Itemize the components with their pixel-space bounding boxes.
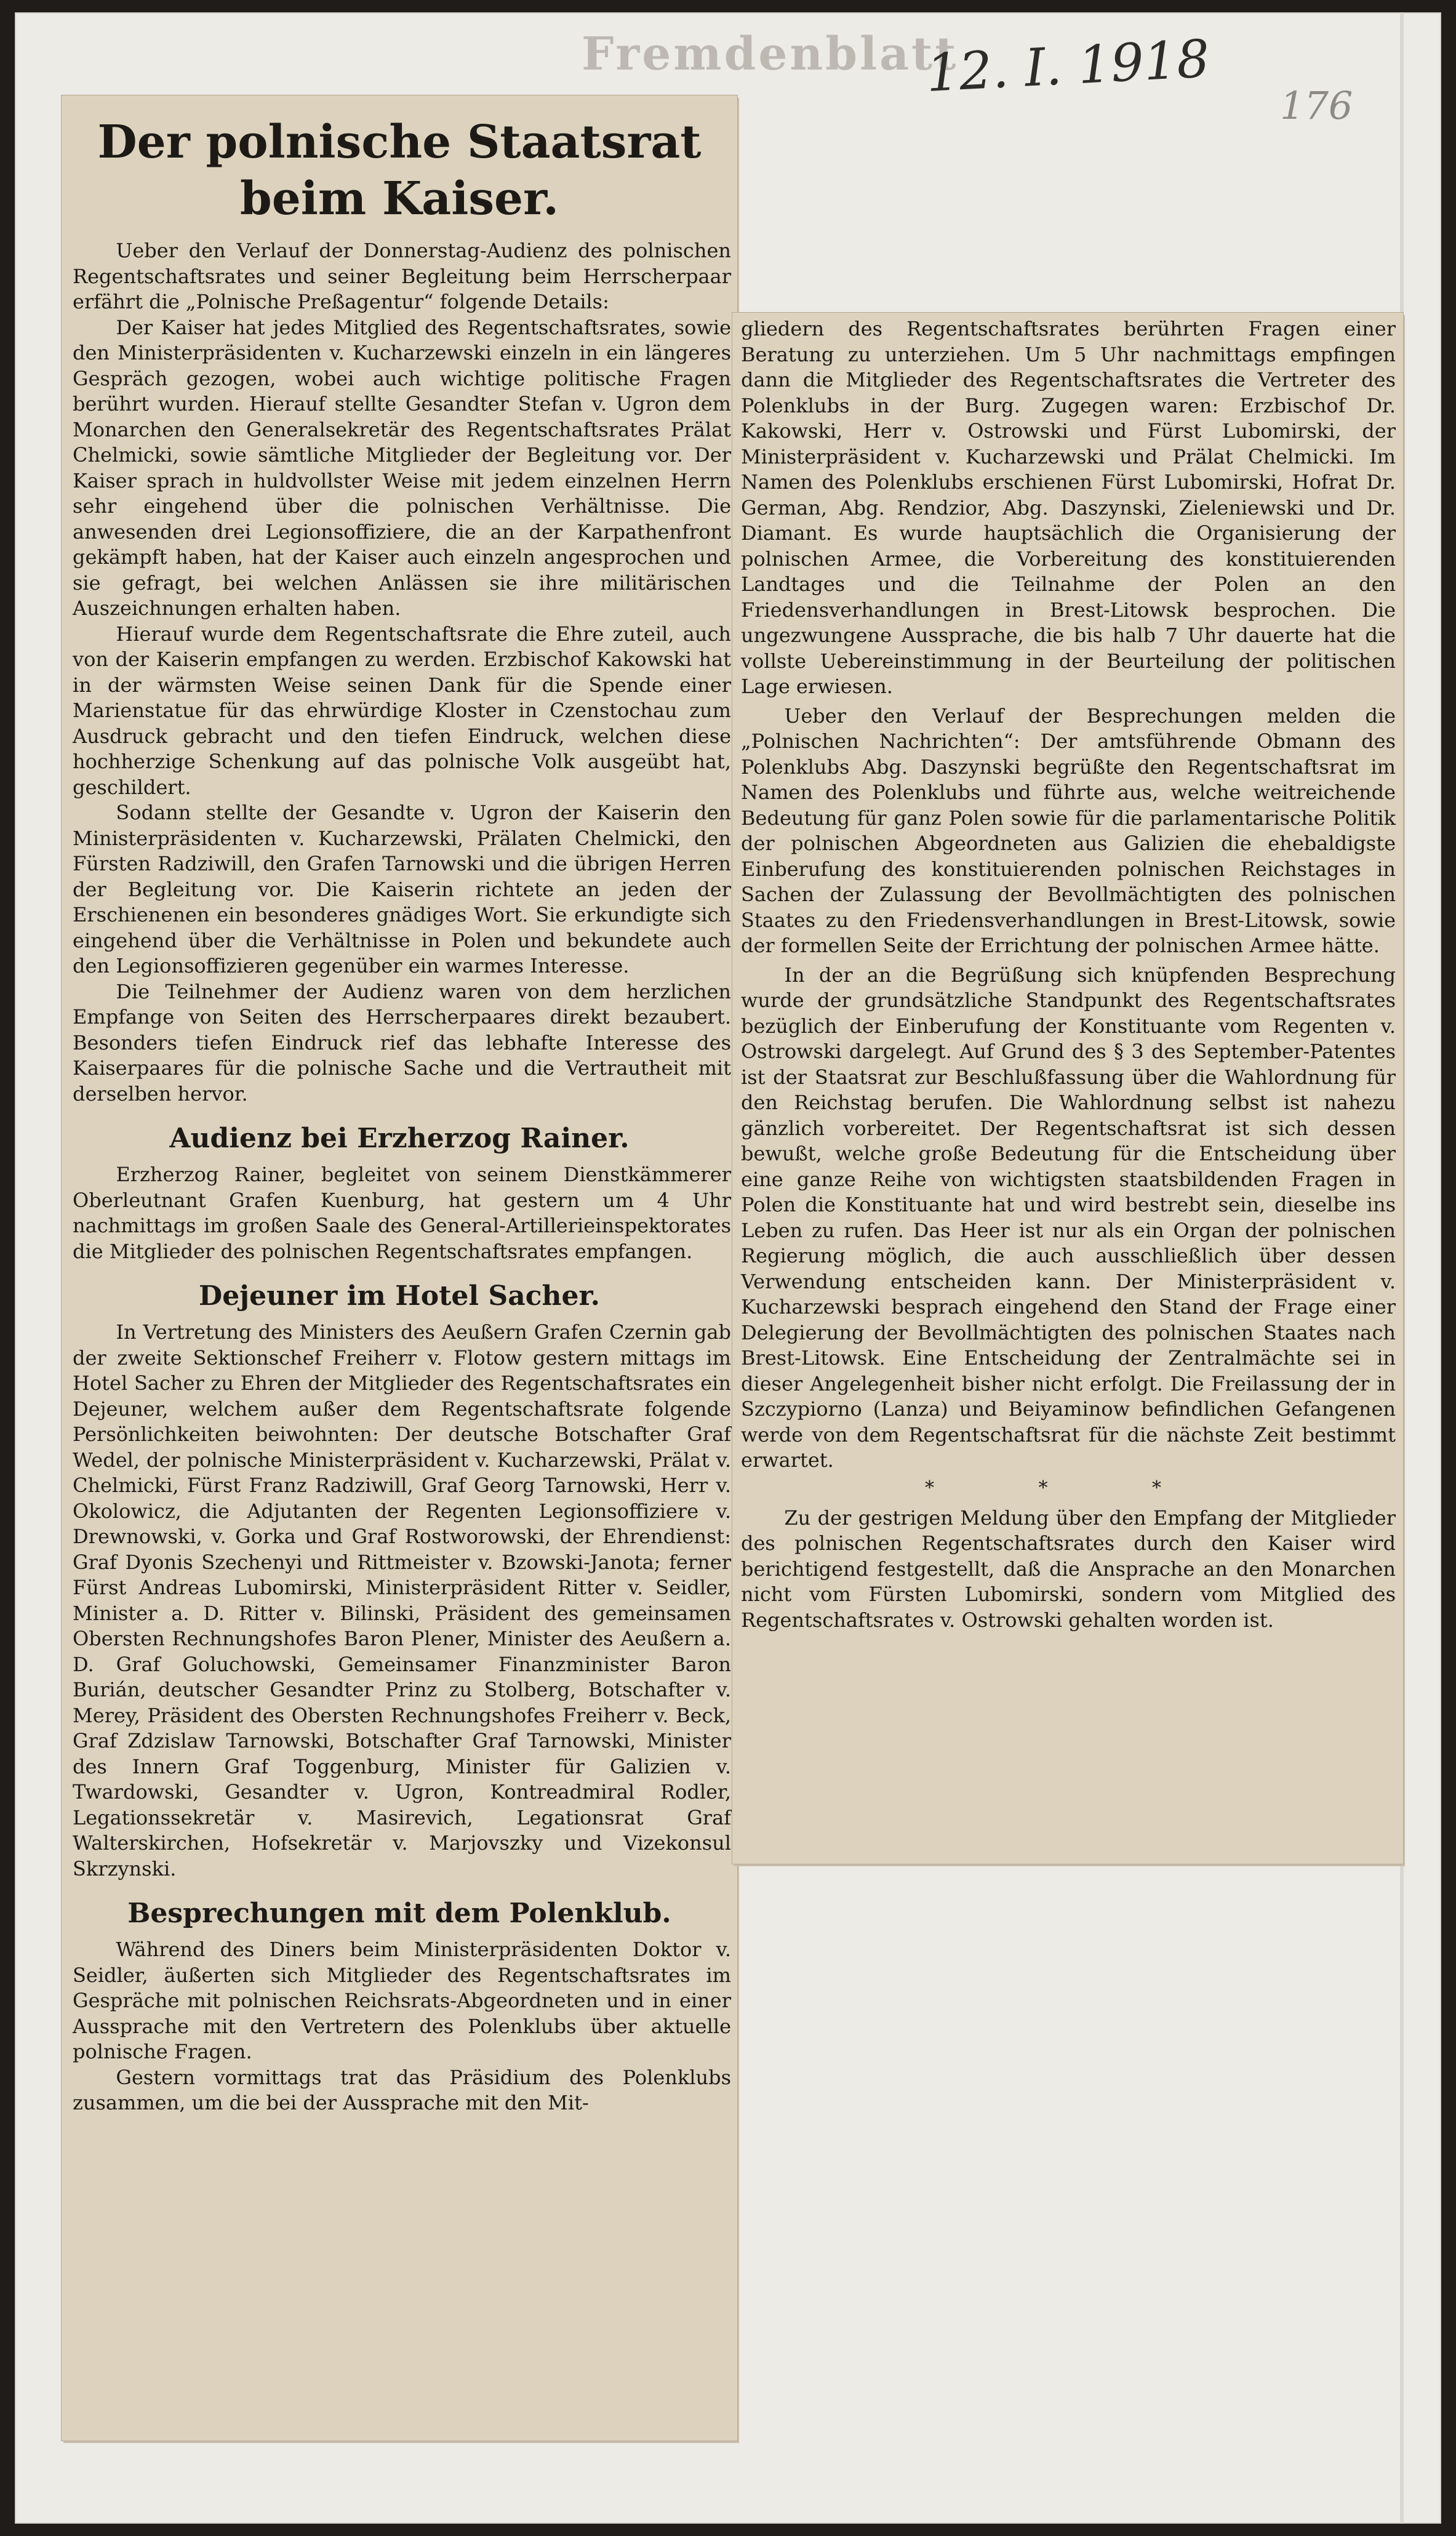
article-paragraph: In Vertretung des Ministers des Aeußern Grafen Czernin gab der zweite Sektionschef Freiherr v. Flotow gestern mittags im Hotel Sacher zu Ehren der Mitglieder des Regentschaftsrates ein Dejeuner, welchem außer dem Regentschaftsrate folgende Persönlichkeiten beiwohnten: Der deutsche Botschafter Graf Wedel, der polnische Ministerpräsident v. Kucharzewski, Prälat v. Chelmicki, Fürst Franz Radziwill, Graf Georg Tarnowski, Herr v. Okolowicz, die Adjutanten der Regenten Legionsoffiziere v. Drewnowski, v. Gorka und Graf Rostworowski, der Ehrendienst: Graf Dyonis Szechenyi und Rittmeister v. Bzowski-Janota; ferner Fürst Andreas Lubomirski, Ministerpräsident Ritter v. Seidler, Minister a. D. Ritter v. Bilinski, Präsident des gemeinsamen Obersten Rechnungshofes Baron Plener, Minister des Aeußern a. D. Graf Goluchowski, Gemeinsamer Finanzminister Baron Burián, deutscher Gesandter Prinz zu Stolberg, Botschafter v. Merey, Präsident des Obersten Rechnungshofes Freiherr v. Beck, Graf Zdzislaw Tarnowski, Botschafter Graf Tarnowski, Minister des Innern Graf Toggenburg, Minister für Galizien v. Twardowski, Gesandter v. Ugron, Kontreadmiral Rodler, Legationssekretär v. Masirevich, Legationsrat Graf Walterskirchen, Hofsekretär v. Marjovszky und Vizekonsul Skrzynski.	[73, 1320, 731, 1880]
clipping-right-column	[732, 313, 1403, 1864]
handwritten-date: 12. I. 1918	[924, 28, 1211, 103]
article-paragraph: Während des Diners beim Ministerpräsidenten Doktor v. Seidler, äußerten sich Mitglieder des Regentschaftsrates im Gespräche mit polnischen Reichsrats-Abgeordneten und in einer Aussprache mit den Vertretern des Polenklubs über aktuelle polnische Fragen.	[73, 1938, 731, 2063]
article-paragraph: Die Teilnehmer der Audienz waren von dem herzlichen Empfange von Seiten des Herrscherpaares direkt bezaubert. Besonders tiefen Eindruck rief das lebhafte Interesse des Kaiserpaares für die polnische Sache und die Vertrautheit mit derselben hervor.	[73, 979, 731, 1105]
clipping-left-column	[62, 95, 737, 2441]
section-separator-asterisks: * * *	[924, 1477, 1211, 1499]
correction-note: Zu der gestrigen Meldung über den Empfang der Mitglieder des polnischen Regentschaftsrates durch den Kaiser wird berichtigend festgestellt, daß die Ansprache an den Monarchen nicht vom Fürsten Lubomirski, sondern vom Mitglied des Regentschaftsrates v. Ostrowski gehalten worden ist.	[741, 1506, 1396, 1632]
article-paragraph: Der Kaiser hat jedes Mitglied des Regentschaftsrates, sowie den Ministerpräsidenten v. Kucharzewski einzeln in ein längeres Gespräch gezogen, wobei auch wichtige politische Fragen berührt wurden. Hierauf stellte Gesandter Stefan v. Ugron dem Monarchen den Generalsekretär des Regentschaftsrates Prälat Chelmicki, sowie sämtliche Mitglieder der Begleitung vor. Der Kaiser sprach in huldvollster Weise mit jedem einzelnen Herrn sehr eingehend über die polnischen Verhältnisse. Die anwesenden drei Legionsoffiziere, die an der Karpathenfront gekämpft haben, hat der Kaiser auch einzeln angesprochen und sie gefragt, bei welchen Anlässen sie ihre militärischen Auszeichnungen erhalten haben.	[73, 315, 731, 620]
section-heading-polenklub: Besprechungen mit dem Polenklub.	[127, 1898, 671, 1929]
article-paragraph: Erzherzog Rainer, begleitet von seinem Dienstkämmerer Oberleutnant Grafen Kuenburg, hat gestern um 4 Uhr nachmittags im großen Saale des General-Artillerieinspektorates die Mitglieder des polnischen Regentschaftsrates empfangen.	[73, 1163, 731, 1263]
handwritten-folio-number: 176	[1280, 83, 1353, 128]
article-paragraph: Ueber den Verlauf der Donnerstag-Audienz des polnischen Regentschaftsrates und seiner Begleitung beim Herrscherpaar erfährt die „Polnische Preßagentur“ folgende Details:	[73, 239, 731, 313]
newspaper-masthead-stamp: Fremdenblatt	[582, 28, 959, 81]
section-heading-archduke: Audienz bei Erzherzog Rainer.	[169, 1123, 630, 1154]
article-paragraph: In der an die Begrüßung sich knüpfenden Besprechung wurde der grundsätzliche Standpunkt des Regentschaftsrates bezüglich der Einberufung der Konstituante vom Regenten v. Ostrowski dargelegt. Auf Grund des § 3 des September-Patentes ist der Staatsrat zur Beschlußfassung über die Wahlordnung für den Reichstag berufen. Die Wahlordnung selbst ist nahezu gänzlich vorbereitet. Der Regentschaftsrat ist sich dessen bewußt, welche große Bedeutung für die Entscheidung über eine ganze Reihe von wichtigsten staatsbildenden Fragen in Polen die Konstituante hat und wird bestrebt sein, dieselbe ins Leben zu rufen. Das Heer ist nur als ein Organ der polnischen Regierung möglich, die auch ausschließlich über dessen Verwendung entscheiden kann. Der Ministerpräsident v. Kucharzewski besprach eingehend den Stand der Frage einer Delegierung der Bevollmächtigten des polnischen Staates nach Brest-Litowsk. Eine Entscheidung der Zentralmächte sei in dieser Angelegenheit bisher nicht erfolgt. Die Freilassung der in Szczypiorno (Lanza) und Beiyaminow befindlichen Gefangenen werde von dem Regentschaftsrat für die nächste Zeit bestimmt erwartet.	[741, 963, 1396, 1472]
article-paragraph: gliedern des Regentschaftsrates berührten Fragen einer Beratung zu unterziehen. Um 5 Uhr nachmittags empfingen dann die Mitglieder des Regentschaftsrates die Vertreter des Polenklubs in der Burg. Zugegen waren: Erzbischof Dr. Kakowski, Herr v. Ostrowski und Fürst Lubomirski, der Ministerpräsident v. Kucharzewski und Prälat Chelmicki. Im Namen des Polenklubs erschienen Fürst Lubomirski, Hofrat Dr. German, Abg. Rendzior, Abg. Daszynski, Zieleniewski und Dr. Diamant. Es wurde hauptsächlich die Organisierung der polnischen Armee, die Vorbereitung des konstituierenden Landtages und die Teilnahme der Polen an den Friedensverhandlungen in Brest-Litowsk besprochen. Die ungezwungene Aussprache, die bis halb 7 Uhr dauerte hat die vollste Uebereinstimmung in der Beurteilung der politischen Lage erwiesen.	[741, 317, 1396, 698]
section-heading-dejeuner: Dejeuner im Hotel Sacher.	[199, 1280, 600, 1312]
article-title: Der polnische Staatsrat beim Kaiser.	[97, 116, 702, 225]
article-paragraph: Gestern vormittags trat das Präsidium des Polenklubs zusammen, um die bei der Aussprache mit den Mit-	[73, 2065, 731, 2114]
article-paragraph: Hierauf wurde dem Regentschaftsrate die Ehre zuteil, auch von der Kaiserin empfangen zu werden. Erzbischof Kakowski hat in der wärmsten Weise seinen Dank für die Spende einer Marienstatue für das ehrwürdige Kloster in Czenstochau zum Ausdruck gebracht und den tiefen Eindruck, welchen diese hochherzige Schenkung auf das polnische Volk ausgeübt hat, geschildert.	[73, 622, 731, 799]
article-paragraph: Sodann stellte der Gesandte v. Ugron der Kaiserin den Ministerpräsidenten v. Kucharzewski, Prälaten Chelmicki, den Fürsten Radziwill, den Grafen Tarnowski und die übrigen Herren der Begleitung vor. Die Kaiserin richtete an jeden der Erschienenen ein besonderes gnädiges Wort. Sie erkundigte sich eingehend über die Verhältnisse in Polen und bekundete auch den Legionsoffizieren gegenüber ein warmes Interesse.	[73, 801, 731, 977]
article-paragraph: Ueber den Verlauf der Besprechungen melden die „Polnischen Nachrichten“: Der amtsführende Obmann des Polenklubs Abg. Daszynski begrüßte den Regentschaftsrat im Namen des Polenklubs und führte aus, welche weitreichende Bedeutung für ganz Polen sowie für die parlamentarische Politik der polnischen Abgeordneten aus Galizien die ehebaldigste Einberufung des konstituierenden polnischen Reichstages in Sachen der Zulassung der Bevollmächtigten des polnischen Staates zu den Friedensverhandlungen in Brest-Litowsk, sowie der formellen Seite der Errichtung der polnischen Armee hätte.	[741, 704, 1396, 957]
